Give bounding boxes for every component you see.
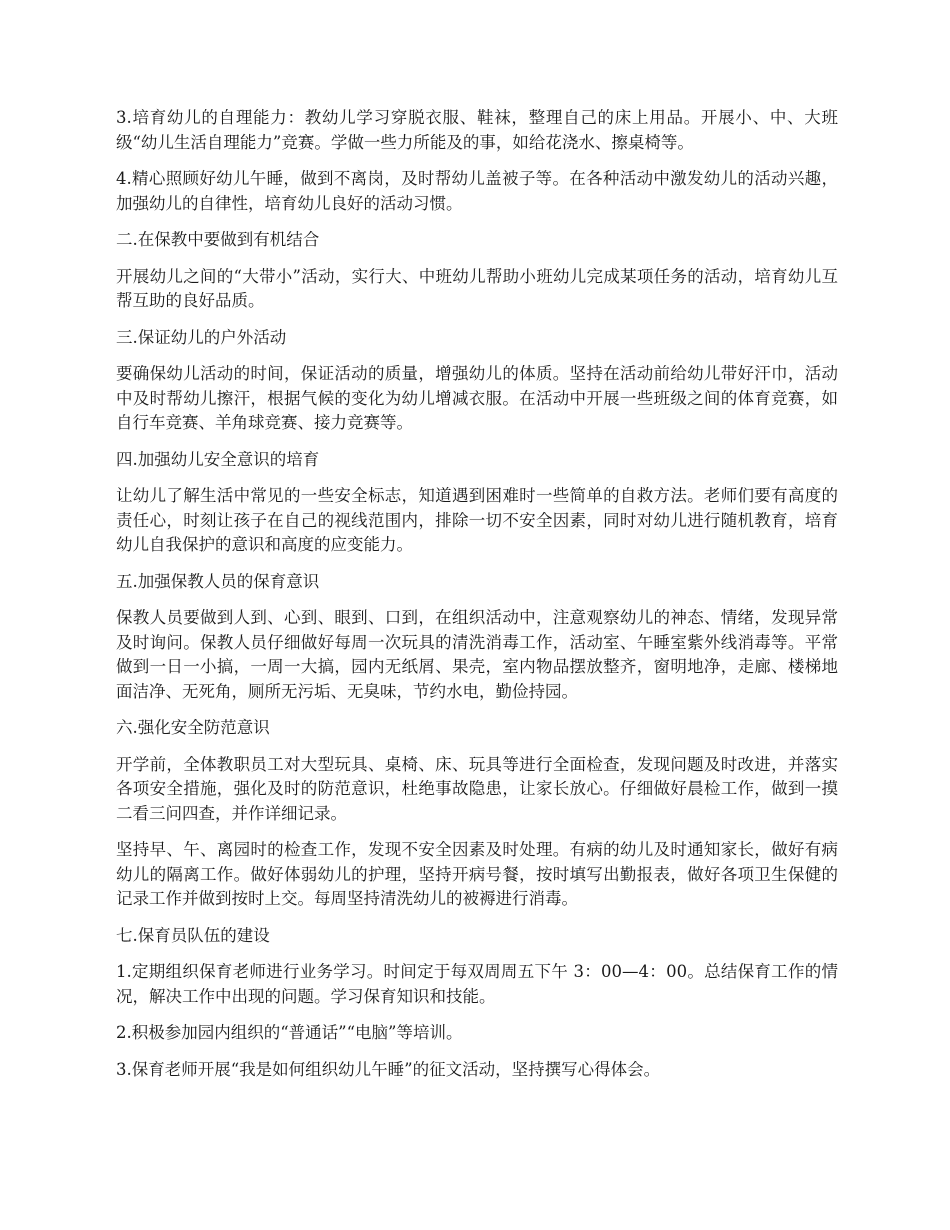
section-heading-4: 四.加强幼儿安全意识的培育	[116, 449, 320, 469]
section-heading-6: 六.强化安全防范意识	[116, 718, 270, 737]
paragraph-training-2: 2.积极参加园内组织的“普通话”“电脑”等培训。	[116, 1023, 463, 1042]
document-page	[116, 106, 838, 1094]
paragraph-big-helps-small: 开展幼儿之间的“大带小”活动，实行大、中班幼儿帮助小班幼儿完成某项任务的活动，培育幼儿互帮互助的良好品质。	[116, 266, 838, 310]
paragraph-safety-awareness: 让幼儿了解生活中常见的一些安全标志，知道遇到困难时一些简单的自救方法。老师们要有高度的责任心，时刻让孩子在自己的视线范围内，排除一切不安全因素，同时对幼儿进行随机教育，培育幼儿自我保护的意识和高度的应变能力。	[116, 486, 838, 554]
paragraph-safety-inspection: 开学前，全体教职员工对大型玩具、桌椅、床、玩具等进行全面检查，发现问题及时改进，并落实各项安全措施，强化及时的防范意识，杜绝事故隐患，让家长放心。仔细做好晨检工作，做到一摸二看三问四查，并作详细记录。	[116, 754, 838, 823]
paragraph-self-care: 3.培育幼儿的自理能力：教幼儿学习穿脱衣服、鞋袜，整理自己的床上用品。开展小、中、大班级“幼儿生活自理能力”竞赛。学做一些力所能及的事，如给花浇水、擦桌椅等。	[116, 108, 838, 152]
paragraph-training-1: 1.定期组织保育老师进行业务学习。时间定于每双周周五下午 3：00—4：00。总结保育工作的情况，解决工作中出现的问题。学习保育知识和技能。	[116, 962, 838, 1006]
paragraph-training-3: 3.保育老师开展“我是如何组织幼儿午睡”的征文活动，坚持撰写心得体会。	[116, 1059, 661, 1079]
paragraph-nap-care: 4.精心照顾好幼儿午睡，做到不离岗，及时帮幼儿盖被子等。在各种活动中激发幼儿的活动兴趣，加强幼儿的自律性，培育幼儿良好的活动习惯。	[116, 169, 838, 213]
section-heading-3: 三.保证幼儿的户外活动	[116, 327, 287, 347]
section-heading-2: 二.在保教中要做到有机结合	[116, 230, 320, 249]
section-heading-5: 五.加强保教人员的保育意识	[116, 571, 320, 591]
paragraph-staff-care: 保教人员要做到人到、心到、眼到、口到，在组织活动中，注意观察幼儿的神态、情绪，发现异常及时询问。保教人员仔细做好每周一次玩具的清洗消毒工作，活动室、午睡室紫外线消毒等。平常做到一日一小搞，一周一大搞，园内无纸屑、果壳，室内物品摆放整齐，窗明地净，走廊、楼梯地面洁净、无死角，厕所无污垢、无臭味，节约水电，勤俭持园。	[116, 608, 838, 701]
paragraph-outdoor-activity: 要确保幼儿活动的时间，保证活动的质量，增强幼儿的体质。坚持在活动前给幼儿带好汗巾，活动中及时帮幼儿擦汗，根据气候的变化为幼儿增减衣服。在活动中开展一些班级之间的体育竞赛，如自行车竞赛、羊角球竞赛、接力竞赛等。	[116, 364, 838, 432]
paragraph-daily-checks: 坚持早、午、离园时的检查工作，发现不安全因素及时处理。有病的幼儿及时通知家长，做好有病幼儿的隔离工作。做好体弱幼儿的护理，坚持开病号餐，按时填写出勤报表，做好各项卫生保健的记录工作并做到按时上交。每周坚持清洗幼儿的被褥进行消毒。	[116, 840, 838, 908]
section-heading-7: 七.保育员队伍的建设	[116, 925, 270, 945]
